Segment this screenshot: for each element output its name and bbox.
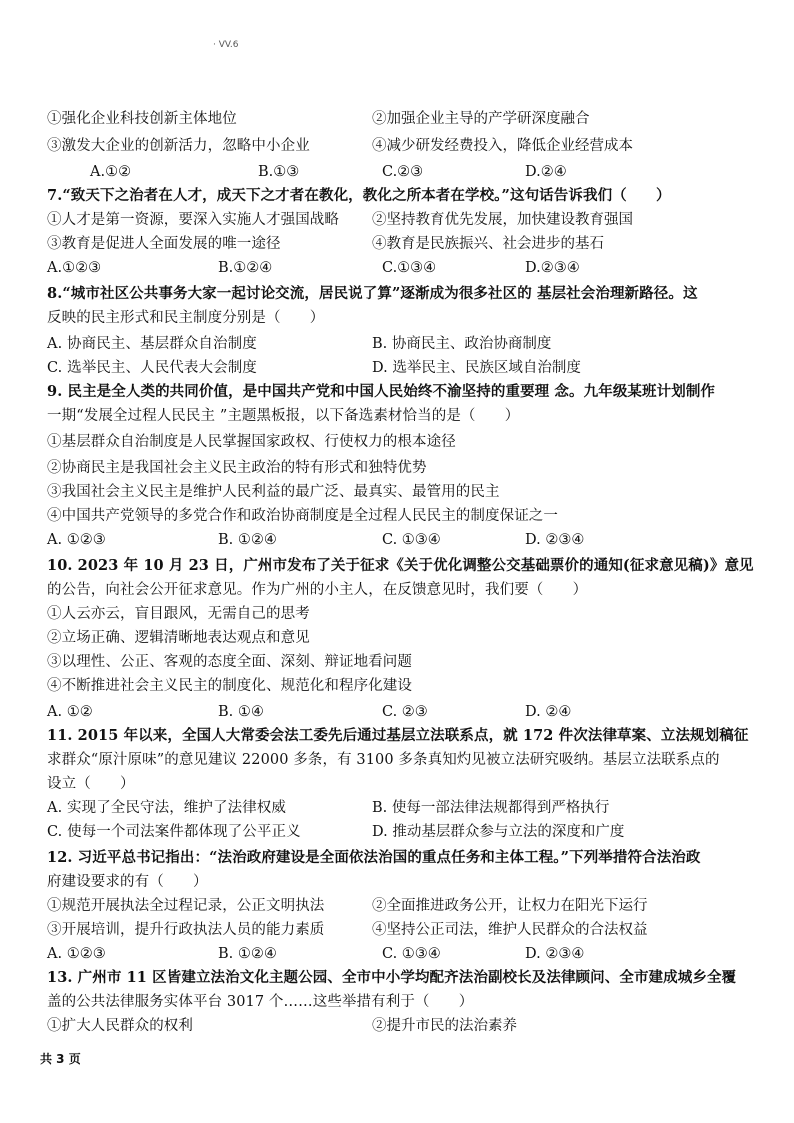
answer-option: D. ②③④ — [525, 946, 585, 962]
answer-option: C.①③④ — [382, 260, 437, 276]
choice-left: ③教育是促进人全面发展的唯一途径 — [47, 236, 281, 252]
text-line: ③以理性、公正、客观的态度全面、深刻、辩证地看问题 — [47, 654, 412, 670]
answer-option: D. ②④ — [525, 704, 572, 720]
choice-left: ①强化企业科技创新主体地位 — [47, 111, 237, 127]
question-stem: 7.“致天下之治者在人才，成天下之才者在教化，教化之所本者在学校。”这句话告诉我们（ ） — [47, 187, 671, 204]
choice-left: C. 选举民主、人民代表大会制度 — [47, 360, 257, 376]
question-stem: 11. 2015 年以来，全国人大常委会法工委先后通过基层立法联系点，就 172 件次法律草案、立法规划稿征 — [47, 727, 749, 744]
text-line: ②立场正确、逻辑清晰地表达观点和意见 — [47, 630, 310, 646]
text-line: ③我国社会主义民主是维护人民利益的最广泛、最真实、最管用的民主 — [47, 484, 500, 500]
text-line: 一期“发展全过程人民民主 ”主题黑板报，以下备选素材恰当的是（ ） — [47, 408, 520, 424]
text-line: ②协商民主是我国社会主义民主政治的特有形式和独特优势 — [47, 460, 427, 476]
choice-left: ①人才是第一资源，要深入实施人才强国战略 — [47, 212, 339, 228]
answer-option: D.②③④ — [525, 260, 580, 276]
text-line: 设立（ ） — [47, 776, 135, 792]
answer-option: B. ①④ — [218, 704, 264, 720]
text-line: ①基层群众自治制度是人民掌握国家政权、行使权力的根本途径 — [47, 434, 456, 450]
answer-option: A.①②③ — [47, 260, 102, 276]
answer-option: A.①② — [90, 164, 132, 180]
text-line: ④中国共产党领导的多党合作和政治协商制度是全过程人民民主的制度保证之一 — [47, 508, 558, 524]
answer-option: A. ①② — [47, 704, 93, 720]
answer-option: C.②③ — [382, 164, 424, 180]
answer-option: C. ①③④ — [382, 532, 441, 548]
choice-right: B. 使每一部法律法规都得到严格执行 — [372, 800, 610, 816]
answer-option: A. ①②③ — [47, 946, 106, 962]
choice-right: ④坚持公正司法，维护人民群众的合法权益 — [372, 922, 648, 938]
answer-option: B. ①②④ — [218, 946, 277, 962]
choice-right: D. 推动基层群众参与立法的深度和广度 — [372, 824, 625, 840]
choice-left: ①扩大人民群众的权利 — [47, 1018, 193, 1034]
text-line: 府建设要求的有（ ） — [47, 874, 208, 890]
text-line: 的公告，向社会公开征求意见。作为广州的小主人，在反馈意见时，我们要（ ） — [47, 582, 588, 598]
question-stem: 12. 习近平总书记指出：“法治政府建设是全面依法治国的重点任务和主体工程。”下列举措符合法治政 — [47, 849, 701, 866]
answer-option: B.①③ — [258, 164, 300, 180]
header-mark: · VV.6 — [213, 40, 239, 50]
page-footer: 共 3 页 — [40, 1052, 81, 1066]
answer-option: C. ①③④ — [382, 946, 441, 962]
question-stem: 9. 民主是全人类的共同价值，是中国共产党和中国人民始终不渝坚持的重要理 念。九年级某班计划制作 — [47, 383, 716, 400]
choice-right: ②提升市民的法治素养 — [372, 1018, 517, 1034]
choice-right: ④减少研发经费投入，降低企业经营成本 — [372, 138, 633, 154]
question-stem: 10. 2023 年 10 月 23 日，广州市发布了关于征求《关于优化调整公交基础票价的通知(征求意见稿)》意见 — [47, 557, 754, 574]
text-line: 求群众“原汁原味”的意见建议 22000 多条，有 3100 多条真知灼见被立法研究吸纳。基层立法联系点的 — [47, 752, 720, 768]
choice-left: A. 协商民主、基层群众自治制度 — [47, 336, 257, 352]
text-line: 盖的公共法律服务实体平台 3017 个……这些举措有利于（ ） — [47, 994, 474, 1010]
question-stem: 8.“城市社区公共事务大家一起讨论交流，居民说了算”逐渐成为很多社区的 基层社会治理新路径。这 — [47, 285, 698, 302]
choice-left: A. 实现了全民守法，维护了法律权威 — [47, 800, 286, 816]
answer-option: B.①②④ — [218, 260, 273, 276]
text-line: ④不断推进社会主义民主的制度化、规范化和程序化建设 — [47, 678, 412, 694]
choice-right: ②全面推进政务公开，让权力在阳光下运行 — [372, 898, 648, 914]
answer-option: D. ②③④ — [525, 532, 585, 548]
text-line: 反映的民主形式和民主制度分别是（ ） — [47, 310, 325, 326]
choice-right: ②坚持教育优先发展，加快建设教育强国 — [372, 212, 633, 228]
answer-option: C. ②③ — [382, 704, 428, 720]
choice-left: C. 使每一个司法案件都体现了公平正义 — [47, 824, 301, 840]
answer-option: B. ①②④ — [218, 532, 277, 548]
choice-right: ②加强企业主导的产学研深度融合 — [372, 111, 590, 127]
choice-left: ①规范开展执法全过程记录，公正文明执法 — [47, 898, 325, 914]
choice-left: ③开展培训，提升行政执法人员的能力素质 — [47, 922, 325, 938]
choice-right: ④教育是民族振兴、社会进步的基石 — [372, 236, 604, 252]
text-line: ①人云亦云，盲目跟风，无需自己的思考 — [47, 606, 310, 622]
choice-right: D. 选举民主、民族区域自治制度 — [372, 360, 581, 376]
choice-right: B. 协商民主、政治协商制度 — [372, 336, 552, 352]
answer-option: A. ①②③ — [47, 532, 106, 548]
question-stem: 13. 广州市 11 区皆建立法治文化主题公园、全市中小学均配齐法治副校长及法律顾问、全市建成城乡全覆 — [47, 969, 737, 986]
answer-option: D.②④ — [525, 164, 567, 180]
choice-left: ③激发大企业的创新活力，忽略中小企业 — [47, 138, 310, 154]
